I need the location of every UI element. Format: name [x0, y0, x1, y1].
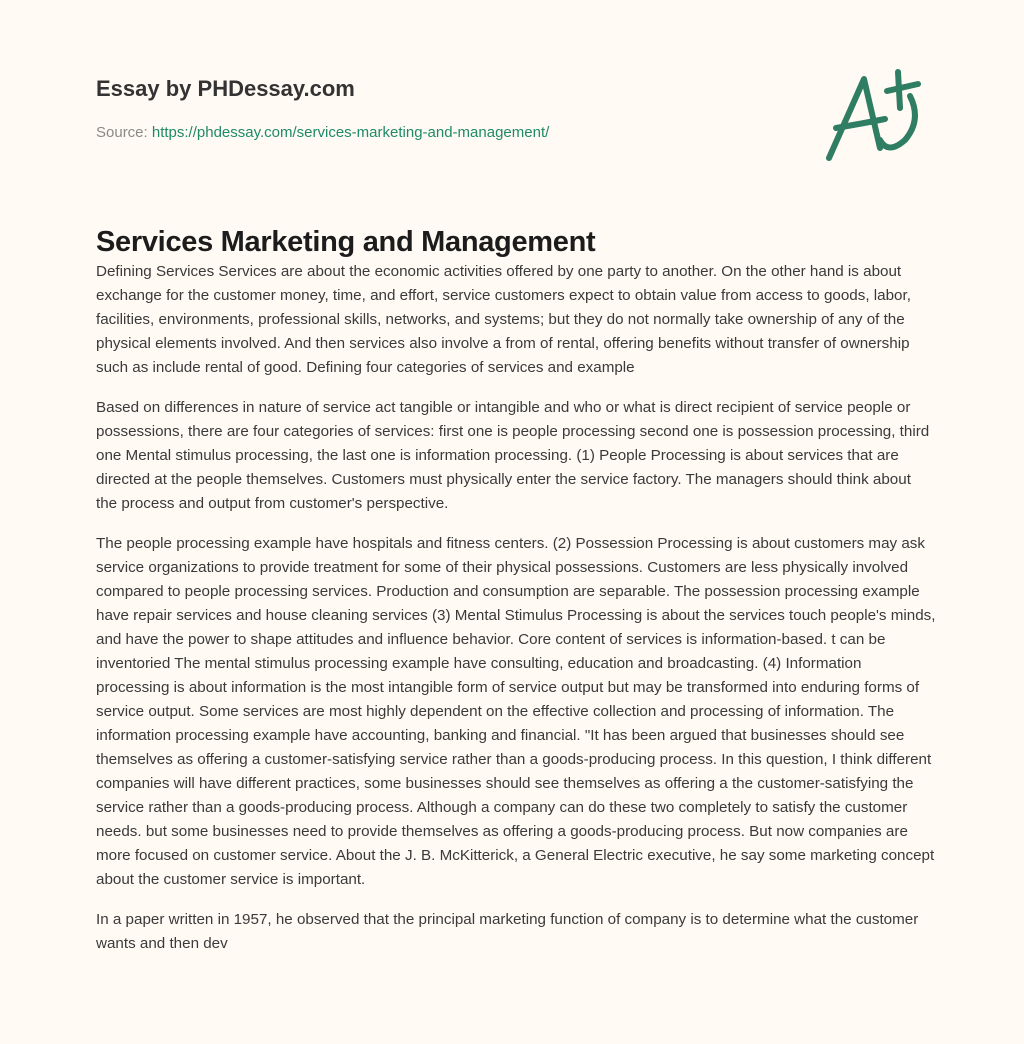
paragraph: Defining Services Services are about the economic activities offered by one party to another. On the other hand is about exchange for the customer money, time, and effort, service customers expect to obtain value from access to goods, labor, facilities, environments, professional skills, networks, and systems; but they do not normally take ownership of any of the physical elements involved. And then services also involve a from of rental, offering benefits without transfer of ownership such as include rental of good. Defining four categories of services and example — [96, 263, 911, 376]
source-label: Source: — [96, 124, 148, 141]
paragraph: Based on differences in nature of service act tangible or intangible and who or what is direct recipient of service people or possessions, there are four categories of services: first one is people processing second one is possession processing, third one Mental stimulus processing, the last one is information processing. (1) People Processing is about services that are directed at the people themselves. Customers must physically enter the service factory. The managers should think about the process and output from customer's perspective. — [96, 399, 930, 512]
source-line — [96, 124, 549, 141]
article-body — [96, 260, 936, 972]
paragraph: In a paper written in 1957, he observed that the principal marketing function of company is to determine what the customer wants and then dev — [96, 911, 919, 952]
paragraph: The people processing example have hospitals and fitness centers. (2) Possession Processing is about customers may ask service organizations to provide treatment for some of their physical possessions. Customers are less physically involved compared to people processing services. Production and consumption are separable. The possession processing example have repair services and house cleaning services (3) Mental Stimulus Processing is about the services touch people's minds, and have the power to shape attitudes and influence behavior. Core content of services is information-based. t can be inventoried The mental stimulus processing example have consulting, education and broadcasting. (4) Information processing is about information is the most intangible form of service output but may be transformed into enduring forms of service output. Some services are most highly dependent on the effective collection and processing of information. The information processing example have accounting, banking and financial. "It has been argued that businesses should see themselves as offering a customer-satisfying service rather than a goods-producing process. In this question, I think different companies will have different practices, some businesses should see themselves as offering a the customer-satisfying the service rather than a goods-producing process. Although a company can do these two completely to satisfy the customer needs. but some businesses need to provide themselves as offering a goods-producing process. But now companies are more focused on customer service. About the J. B. McKitterick, a General Electric executive, he say some marketing concept about the customer service is important. — [96, 535, 936, 888]
source-link[interactable]: https://phdessay.com/services-marketing-and-management/ — [151, 124, 550, 141]
a-plus-logo-icon — [820, 60, 940, 170]
article-title: Services Marketing and Management — [96, 226, 596, 258]
site-title: Essay by PHDessay.com — [96, 76, 355, 101]
